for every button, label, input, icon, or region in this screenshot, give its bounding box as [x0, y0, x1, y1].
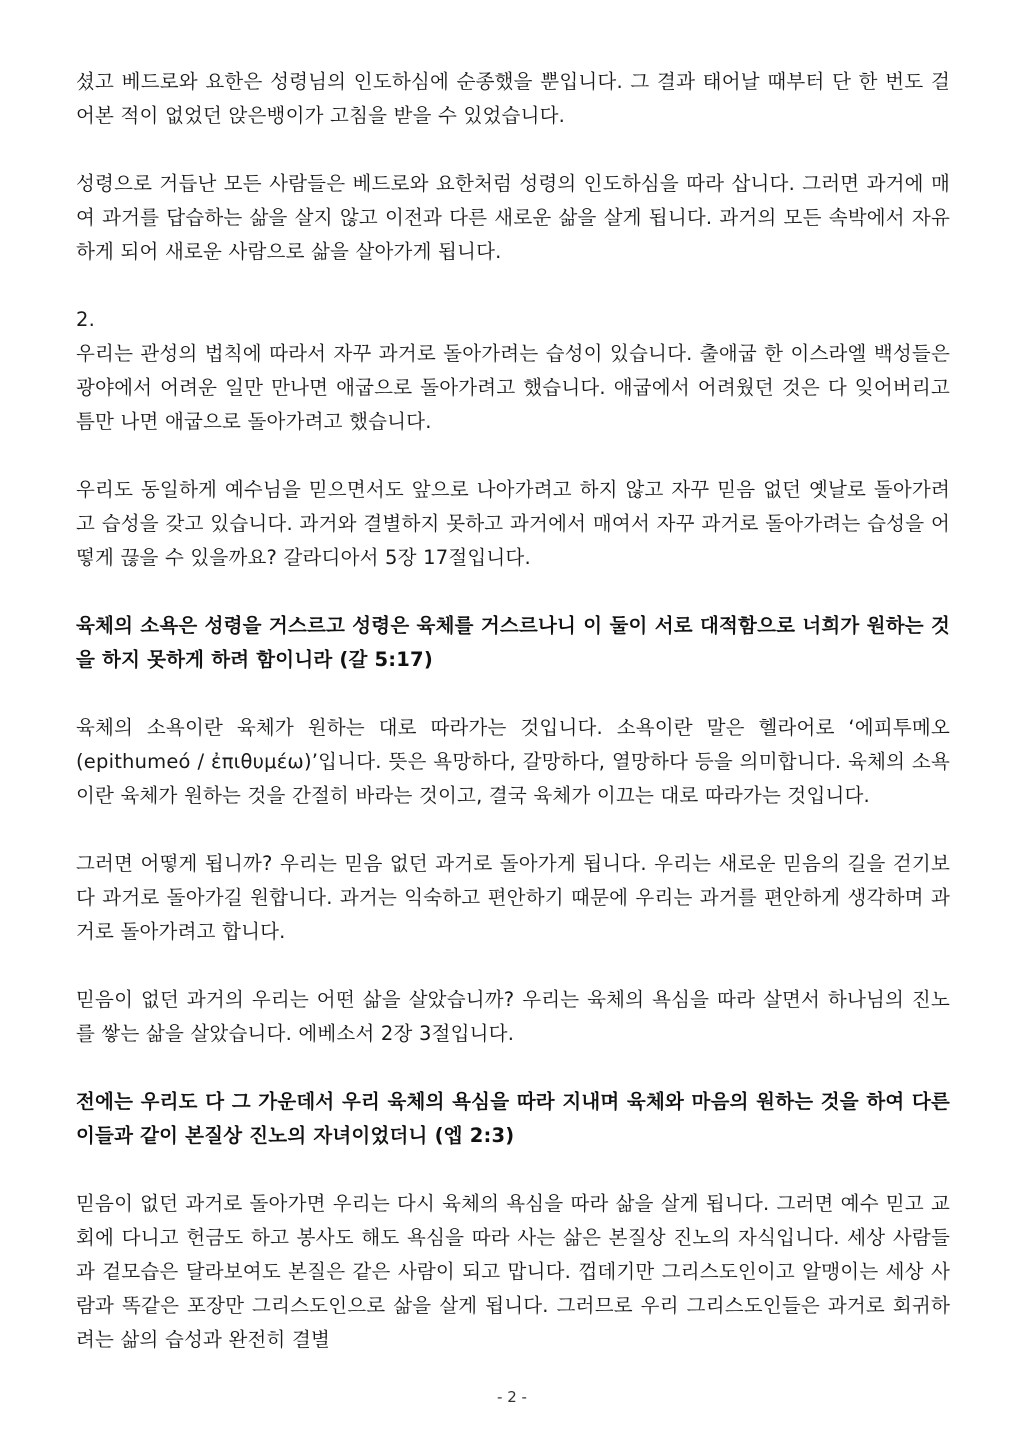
paragraph-what-happens: 그러면 어떻게 됩니까? 우리는 믿음 없던 과거로 돌아가게 됩니다. 우리는 새로운 믿음의 길을 걷기보다 과거로 돌아가길 원합니다. 과거는 익숙하고 편안하기 때문에 우리는 과거를 편안하게 생각하며 과거로 돌아가려고 합니다. [76, 852, 950, 943]
paragraph-children-of-wrath: 믿음이 없던 과거로 돌아가면 우리는 다시 육체의 욕심을 따라 삶을 살게 됩니다. 그러면 예수 믿고 교회에 다니고 헌금도 하고 봉사도 해도 욕심을 따라 사는 삶은 본질상 진노의 자식입니다. 세상 사람들과 겉모습은 달라보여도 본질은 같은 사람이 되고 맙니다. 껍데기만 그리스도인이고 알맹이는 세상 사람과 똑같은 포장만 그리스도인으로 삶을 살게 됩니다. 그러므로 우리 그리스도인들은 과거로 회귀하려는 삶의 습성과 완전히 결별 [76, 1192, 950, 1351]
section-number: 2. [76, 308, 96, 331]
scripture-quote-ephesians: 전에는 우리도 다 그 가운데서 우리 육체의 욕심을 따라 지내며 육체와 마음의 원하는 것을 하여 다른 이들과 같이 본질상 진노의 자녀이었더니 (엡 2:3) [76, 1090, 950, 1147]
paragraph-past-life: 믿음이 없던 과거의 우리는 어떤 삶을 살았습니까? 우리는 육체의 욕심을 따라 살면서 하나님의 진노를 쌓는 삶을 살았습니다. 에베소서 2장 3절입니다. [76, 988, 950, 1045]
paragraph-desire-of-flesh: 육체의 소욕이란 육체가 원하는 대로 따라가는 것입니다. 소욕이란 말은 헬라어로 ‘에피투메오(epithumeó / ἐπιθυμέω)’입니다. 뜻은 욕망하다, 갈망하다, 열망하다 등을 의미합니다. 육체의 소욕이란 육체가 원하는 것을 간절히 바라는 것이고, 결국 육체가 이끄는 대로 따라가는 것입니다. [76, 716, 950, 807]
paragraph-continuation: 셨고 베드로와 요한은 성령님의 인도하심에 순종했을 뿐입니다. 그 결과 태어날 때부터 단 한 번도 걸어본 적이 없었던 앉은뱅이가 고침을 받을 수 있었습니다. [76, 70, 950, 127]
paragraph-inertia-habit: 우리는 관성의 법칙에 따라서 자꾸 과거로 돌아가려는 습성이 있습니다. 출애굽 한 이스라엘 백성들은 광야에서 어려운 일만 만나면 애굽으로 돌아가려고 했습니다. 애굽에서 어려웠던 것은 다 잊어버리고 틈만 나면 애굽으로 돌아가려고 했습니다. [76, 342, 950, 433]
document-page [76, 65, 950, 1357]
paragraph-spirit-led-life: 성령으로 거듭난 모든 사람들은 베드로와 요한처럼 성령의 인도하심을 따라 삽니다. 그러면 과거에 매여 과거를 답습하는 삶을 살지 않고 이전과 다른 새로운 삶을 살게 됩니다. 과거의 모든 속박에서 자유하게 되어 새로운 사람으로 삶을 살아가게 됩니다. [76, 172, 950, 263]
page-number: - 2 - [497, 1388, 527, 1406]
scripture-quote-galatians: 육체의 소욕은 성령을 거스르고 성령은 육체를 거스르나니 이 둘이 서로 대적함으로 너희가 원하는 것을 하지 못하게 하려 함이니라 (갈 5:17) [76, 614, 950, 671]
paragraph-returning-to-past: 우리도 동일하게 예수님을 믿으면서도 앞으로 나아가려고 하지 않고 자꾸 믿음 없던 옛날로 돌아가려고 습성을 갖고 있습니다. 과거와 결별하지 못하고 과거에서 매여서 자꾸 과거로 돌아가려는 습성을 어떻게 끊을 수 있을까요? 갈라디아서 5장 17절입니다. [76, 478, 950, 569]
